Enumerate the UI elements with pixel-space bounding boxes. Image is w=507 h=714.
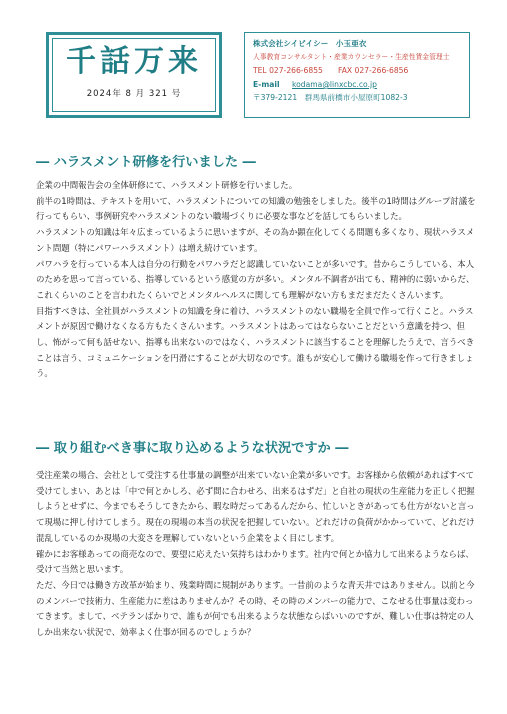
title-box-inner-border [52, 38, 216, 112]
section-heading-workload: ― 取り組むべき事に取り込めるような状況ですか ― [36, 441, 349, 456]
tel-fax: TEL 027-266-6855 FAX 027-266-6856 [253, 66, 409, 76]
email-link[interactable]: kodama@linxcbc.co.jp [292, 79, 377, 89]
section-body-harassment [36, 178, 478, 382]
paragraph: パワハラを行っている本人は自分の行動をパワハラだと認識していないことが多いです。昔からこうしている、本人のためを思って言っている、指導しているという感覚の方が多い。メンタル不調者が出ても、精神的に弱いからだ、これくらいのことを言われたくらいでとメンタルヘルスに関しても理解がない方もまだまだたくさんいます。 [36, 258, 475, 300]
paragraph: 企業の中間報告会の全体研修にて、ハラスメント研修を行いました。 [36, 180, 298, 190]
email-label: E-mail [253, 79, 280, 89]
email-line [253, 78, 461, 92]
paragraph: 受注産業の場合、会社として受注する仕事量の調整が出来ていない企業が多いです。お客様から依頼があればすべて受けてしまい、あとは「中で何とかしろ、必ず間に合わせろ、出来るはずだ」と自社の現状の生産能力を正しく把握しようとせずに、今までもそうしてきたから、暇な時だってあるんだから、忙しいときがあっても仕方がないと言って現場に押し付けてしまう。現在の現場の本当の状況を把握していない。どれだけの負荷がかかっていて、どれだけ混乱しているのか現場の大変さを理解していないという企業をよく目にします。 [36, 470, 475, 543]
author-roles: 人事教育コンサルタント・産業カウンセラー・生産性賃金管理士 [253, 52, 450, 61]
issue-number: 2024年 8 月 321 号 [86, 89, 182, 99]
contact-box [244, 32, 470, 118]
paragraph: 前半の1時間は、テキストを用いて、ハラスメントについての知識の勉強をしました。後半の1時間はグループ討議を行ってもらい、事例研究やハラスメントのない職場づくりに必要な事などを話してもらいました。 [36, 195, 476, 222]
section-heading-harassment: ― ハラスメント研修を行いました ― [36, 155, 256, 170]
newsletter-title-box [46, 32, 222, 118]
paragraph: 確かにお客様あっての商売なので、要望に応えたい気持ちはわかります。社内で何とか協力して出来るようならば、受けて当然と思います。 [36, 548, 474, 575]
postal-address: 〒379-2121 群馬県前橋市小屋原町1082-3 [253, 93, 408, 103]
company-name: 株式会社シイビイシー 小玉亜衣 [253, 39, 367, 48]
section-body-workload [36, 468, 478, 641]
newsletter-title: 千話万来 [66, 44, 202, 79]
paragraph: ただ、今日では働き方改革が始まり、残業時間に規制があります。一昔前のような青天井ではありません。以前と今のメンバーで技術力、生産能力に差はありませんか？その時、その時のメンバーの能力で、こなせる仕事量は変わってきます。まして、ベテランばかりで、誰もが何でも出来るような状態ならばいいのですが、難しい仕事は特定の人しか出来ない状況で、効率よく仕事が回るのでしょうか？ [36, 579, 475, 638]
paragraph: 目指すべきは、全社員がハラスメントの知識を身に着け、ハラスメントのない職場を全員で作って行くこと。ハラスメントが原因で働けなくなる方もたくさんいます。ハラスメントはあってはならないことだという意識を持つ、但し、怖がって何も話せない、指導も出来ないのではなく、ハラスメントに該当することを理解したうえで、言うべきことは言う、コミュニケーションを円滑にすることが大切なのです。誰もが安心して働ける職場を作って行きましょう。 [36, 305, 475, 379]
paragraph: ハラスメントの知識は年々広まっているように思いますが、その為か顕在化してくる問題も多くなり、現状ハラスメント問題（特にパワーハラスメント）は増え続けています。 [36, 227, 475, 253]
